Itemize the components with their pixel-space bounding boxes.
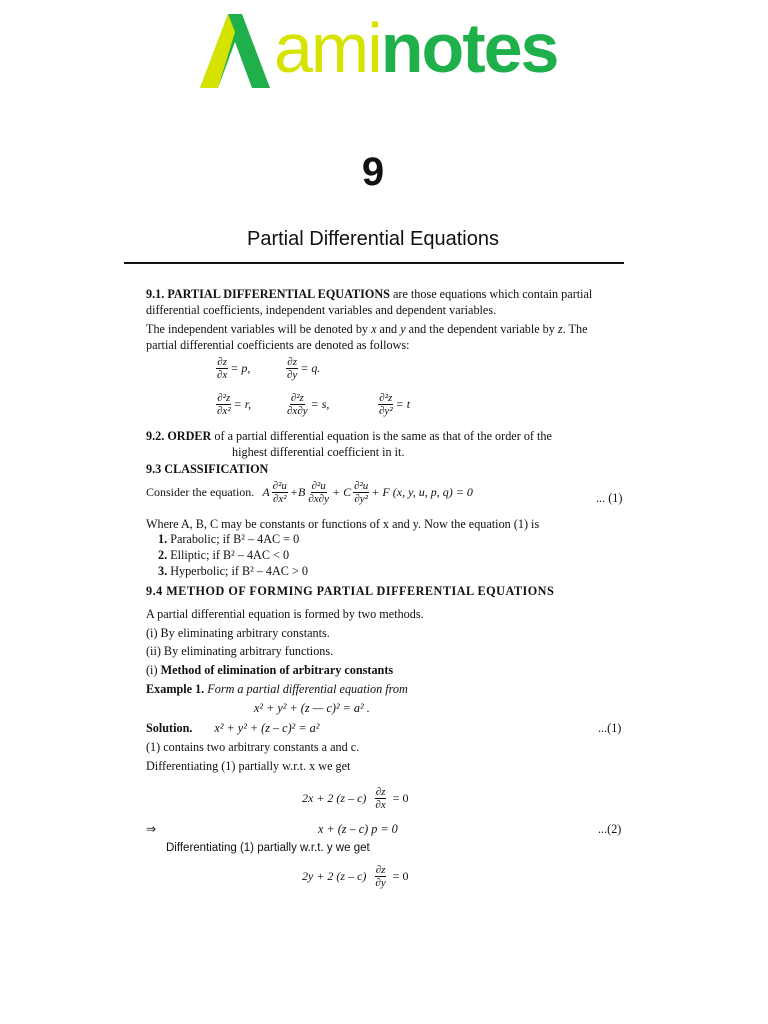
- s94-intro: A partial differential equation is formed by two methods.: [146, 607, 424, 621]
- s93-item-1-text: Parabolic; if B² – 4AC = 0: [167, 532, 300, 546]
- s93-A: A: [262, 485, 270, 499]
- s94-sub-title: Method of elimination of arbitrary constants: [160, 663, 394, 677]
- s93-item-3: [158, 563, 308, 580]
- chapter-title: Partial Differential Equations: [247, 228, 499, 250]
- eq-dx-lhs: 2x + 2 (z – c): [302, 791, 367, 805]
- s94-contains: (1) contains two arbitrary constants a and c.: [146, 740, 360, 754]
- s94-diff-y: Differentiating (1) partially w.r.t. y we get: [166, 842, 370, 854]
- s93-item-2-text: Elliptic; if B² – 4AC < 0: [167, 548, 290, 562]
- def-t-den: ∂y²: [379, 405, 393, 417]
- s91-and: and: [376, 322, 401, 336]
- s93-fA-num: ∂²u: [272, 480, 287, 492]
- s94-subheading: [146, 662, 393, 679]
- s93-fA-den: ∂x²: [272, 493, 287, 505]
- s93-fC-num: ∂²u: [354, 480, 369, 492]
- aminotes-logo: [200, 10, 580, 92]
- s93-item-3-text: Hyperbolic; if B² – 4AC > 0: [167, 564, 308, 578]
- s93-fC-den: ∂y²: [354, 493, 368, 505]
- s94-sub-i: (i): [146, 663, 161, 677]
- def-p: [214, 356, 250, 381]
- def-q-rhs: = q.: [300, 361, 321, 375]
- s93-item-1: [158, 531, 299, 548]
- s94-method-1: (i) By eliminating arbitrary constants.: [146, 626, 330, 640]
- s93-heading: 9.3 CLASSIFICATION: [146, 462, 269, 476]
- s91-var-y: y: [400, 322, 406, 336]
- example-1-label: Example 1.: [146, 682, 205, 696]
- eq-2-num: ...(2): [598, 822, 622, 836]
- def-s-den: ∂x∂y: [287, 405, 308, 417]
- s93-B: +B: [289, 485, 306, 499]
- def-t-num: ∂²z: [379, 392, 393, 404]
- def-t: [376, 392, 410, 417]
- eq-dy-den: ∂y: [375, 877, 386, 889]
- def-r-num: ∂²z: [217, 392, 231, 404]
- def-p-den: ∂x: [217, 369, 228, 381]
- s91-var-z: z: [557, 322, 563, 336]
- s91-text1: are those equations which contain partial: [389, 287, 593, 301]
- eq-2: x + (z – c) p = 0: [318, 822, 398, 836]
- solution-line: [146, 720, 319, 737]
- s94-method-2: (ii) By eliminating arbitrary functions.: [146, 644, 334, 658]
- def-s-rhs: = s,: [310, 397, 330, 411]
- solution-label: Solution.: [146, 721, 193, 735]
- logo-notes: notes: [380, 9, 558, 87]
- s93-item-2-n: 2.: [158, 548, 168, 562]
- eq-dy: [302, 864, 409, 889]
- s93-F: + F (x, y, u, p, q) = 0: [371, 485, 473, 499]
- solution-equation: x² + y² + (z – c)² = a²: [214, 721, 320, 735]
- example-1-equation: x² + y² + (z — c)² = a² .: [254, 701, 370, 715]
- s91-text3b: and the dependent variable by: [405, 322, 558, 336]
- eq-dy-rhs: = 0: [392, 869, 409, 883]
- s91-var-x: x: [371, 322, 377, 336]
- s91-line2: differential coefficients, independent variables and dependent variables.: [146, 303, 497, 317]
- s93-eqnum: ... (1): [596, 491, 623, 505]
- s92-line2: highest differential coefficient in it.: [232, 445, 405, 459]
- def-t-rhs: = t: [395, 397, 411, 411]
- s93-equation: [146, 480, 473, 505]
- def-r-rhs: = r,: [233, 397, 252, 411]
- aminotes-logo-mark-icon: [200, 14, 270, 88]
- eq-dx-den: ∂x: [375, 799, 386, 811]
- s93-fB-den: ∂x∂y: [308, 493, 329, 505]
- eq-dy-num: ∂z: [375, 864, 386, 876]
- example-1: [146, 681, 408, 698]
- logo-ami: ami: [274, 9, 381, 87]
- def-r: [214, 392, 251, 417]
- def-s-num: ∂²z: [290, 392, 304, 404]
- s93-item-3-n: 3.: [158, 564, 168, 578]
- s92-line1: [146, 428, 552, 445]
- s93-fB-num: ∂²u: [311, 480, 326, 492]
- def-p-num: ∂z: [217, 356, 228, 368]
- def-q-den: ∂y: [287, 369, 298, 381]
- s91-line1: [146, 286, 592, 303]
- implies-symbol: ⇒: [146, 822, 157, 836]
- def-q: [284, 356, 320, 381]
- def-p-rhs: = p,: [230, 361, 251, 375]
- s93-where: Where A, B, C may be constants or functions of x and y. Now the equation (1) is: [146, 517, 540, 531]
- s94-heading: 9.4 METHOD OF FORMING PARTIAL DIFFERENTIAL EQUATIONS: [146, 584, 555, 598]
- s92-text1: of a partial differential equation is the same as that of the order of the: [211, 429, 552, 443]
- s92-heading: 9.2. ORDER: [146, 429, 212, 443]
- s93-consider: Consider the equation.: [146, 485, 255, 499]
- s91-heading: 9.1. PARTIAL DIFFERENTIAL EQUATIONS: [146, 287, 390, 301]
- s91-text3c: . The: [562, 322, 588, 336]
- def-r-den: ∂x²: [217, 405, 231, 417]
- def-q-num: ∂z: [287, 356, 298, 368]
- def-s: [284, 392, 329, 417]
- chapter-number: 9: [361, 150, 385, 194]
- eq-dy-lhs: 2y + 2 (z – c): [302, 869, 367, 883]
- s91-line3: [146, 321, 587, 338]
- title-rule: [124, 262, 624, 264]
- s93-item-1-n: 1.: [158, 532, 168, 546]
- example-1-text: Form a partial differential equation from: [204, 682, 408, 696]
- logo-wordmark: [274, 4, 558, 92]
- s91-text3a: The independent variables will be denoted by: [146, 322, 372, 336]
- s93-C: + C: [331, 485, 352, 499]
- eq-dx: [302, 786, 409, 811]
- s91-line4: partial differential coefficients are denoted as follows:: [146, 338, 410, 352]
- s94-diff-x: Differentiating (1) partially w.r.t. x we get: [146, 759, 351, 773]
- eq-dx-rhs: = 0: [392, 791, 409, 805]
- eq-dx-num: ∂z: [375, 786, 386, 798]
- s93-item-2: [158, 547, 289, 564]
- solution-eqnum: ...(1): [598, 721, 622, 735]
